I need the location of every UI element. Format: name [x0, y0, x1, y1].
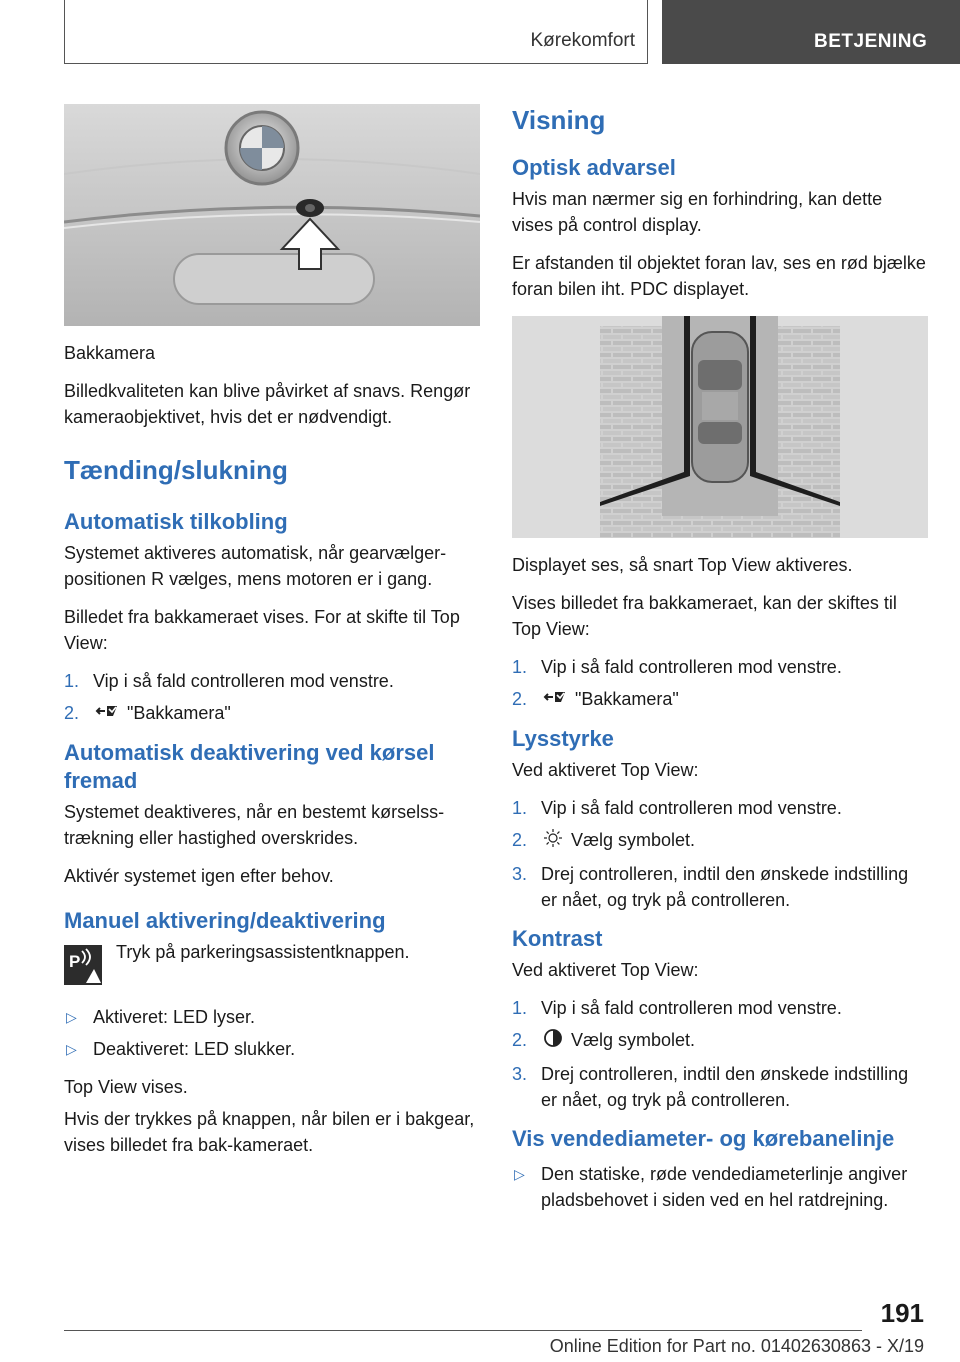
heading-visning: Visning	[512, 105, 606, 135]
step-number: 2.	[64, 703, 80, 723]
triangle-bullet-icon: ▷	[66, 1041, 77, 1058]
list-item	[64, 1036, 480, 1062]
footer-divider	[64, 1330, 862, 1331]
paragraph: Ved aktiveret Top View:	[512, 760, 699, 781]
steps-list	[64, 668, 480, 727]
park-button-row	[64, 939, 480, 990]
step-text: "Bakkamera"	[127, 703, 231, 723]
step-number: 1.	[64, 671, 80, 691]
list-item	[512, 795, 928, 821]
step-text: Vip i så fald controlleren mod venstre.	[541, 657, 842, 677]
paragraph: Vises billedet fra bakkameraet, kan der skiftes til Top View:	[512, 593, 897, 639]
list-item	[512, 861, 928, 913]
step-number: 3.	[512, 864, 528, 884]
paragraph: Billedkvaliteten kan blive påvirket af snavs. Rengør kameraobjektivet, hvis det er nødvendigt.	[64, 381, 471, 427]
step-number: 3.	[512, 1063, 528, 1084]
paragraph: Aktivér systemet igen efter behov.	[64, 866, 334, 887]
list-item	[512, 1061, 928, 1113]
paragraph: Tryk på parkeringsassistentknappen.	[116, 942, 410, 963]
step-number: 2.	[512, 830, 528, 851]
step-text: Vip i så fald controlleren mod venstre.	[93, 671, 394, 691]
bullet-list	[512, 1161, 928, 1213]
step-number: 1.	[512, 798, 528, 819]
list-item	[64, 668, 480, 694]
list-item	[64, 1004, 480, 1030]
park-assist-button-icon	[64, 945, 102, 990]
left-column	[64, 104, 480, 1170]
paragraph: Hvis man nærmer sig en forhindring, kan dette vises på control display.	[512, 189, 883, 235]
list-item	[64, 700, 480, 727]
heading-kontrast: Kontrast	[512, 926, 603, 951]
camera-icon	[543, 687, 567, 713]
contrast-icon	[543, 1028, 563, 1055]
steps-list	[512, 795, 928, 913]
step-number: 2.	[512, 1030, 528, 1050]
step-text: Vælg symbolet.	[571, 1030, 696, 1050]
paragraph: Ved aktiveret Top View:	[512, 960, 699, 980]
page-number: 191	[880, 1298, 924, 1328]
heading-manuel: Manuel aktivering/deaktivering	[64, 908, 386, 934]
bullet-text: Deaktiveret: LED slukker.	[93, 1039, 296, 1060]
svg-text:P: P	[69, 952, 81, 972]
paragraph: Er afstanden til objektet foran lav, ses en rød bjælke foran bilen iht. PDC displayet.	[512, 253, 926, 299]
step-number: 2.	[512, 689, 528, 709]
list-item	[512, 827, 928, 855]
heading-auto-tilkobling: Automatisk tilkobling	[64, 509, 288, 534]
paragraph: Displayet ses, så snart Top View aktiveres.	[512, 555, 853, 575]
step-text: Vælg symbolet.	[571, 830, 696, 851]
brightness-icon	[543, 828, 563, 855]
step-text: Vip i så fald controlleren mod venstre.	[541, 998, 842, 1018]
paragraph: Systemet deaktiveres, når en bestemt kørselsstrækning eller hastighed overskrides.	[64, 802, 445, 849]
paragraph: Systemet aktiveres automatisk, når gearvælgerpositionen R vælges, mens motoren er i gang.	[64, 543, 447, 589]
footer-edition: Online Edition for Part no. 01402630863 - X/19	[549, 1336, 924, 1356]
chapter-title: Kørekomfort	[530, 30, 635, 51]
heading-vis: Vis vendediameter- og kørebanelinje	[512, 1125, 895, 1151]
triangle-bullet-icon: ▷	[66, 1009, 77, 1026]
rear-camera-figure	[64, 104, 480, 326]
triangle-bullet-icon: ▷	[514, 1165, 525, 1182]
section-title: BETJENING	[814, 31, 928, 52]
heading-optisk: Optisk advarsel	[512, 155, 676, 180]
list-item	[512, 654, 928, 680]
header-section-box	[662, 0, 960, 64]
list-item	[512, 995, 928, 1021]
step-number: 1.	[512, 998, 528, 1018]
list-item	[512, 1161, 928, 1213]
heading-taending: Tænding/slukning	[64, 455, 288, 485]
step-text: Drej controlleren, indtil den ønskede indstilling er nået, og tryk på controlleren.	[541, 1063, 909, 1110]
step-number: 1.	[512, 657, 528, 677]
steps-list	[512, 654, 928, 713]
list-item	[512, 1027, 928, 1055]
right-column	[512, 104, 928, 1225]
header-chapter-box	[64, 0, 648, 64]
heading-lysstyrke: Lysstyrke	[512, 726, 614, 752]
camera-icon	[95, 701, 119, 727]
heading-auto-deakt: Automatisk deaktivering ved kørsel fremad	[64, 740, 435, 794]
paragraph: Hvis der trykkes på knappen, når bilen er i bakgear, vises billedet fra bak-kameraet.	[64, 1109, 475, 1156]
top-view-figure	[512, 316, 928, 538]
bullet-text: Aktiveret: LED lyser.	[93, 1007, 256, 1028]
list-item	[512, 686, 928, 713]
step-text: Vip i så fald controlleren mod venstre.	[541, 798, 842, 819]
bullet-list	[64, 1004, 480, 1062]
step-text: "Bakkamera"	[575, 689, 679, 709]
bullet-text: Den statiske, røde vendediameterlinje angiver pladsbehovet i siden ved en hel ratdrejning.	[541, 1163, 908, 1210]
step-text: Drej controlleren, indtil den ønskede indstilling er nået, og tryk på controlleren.	[541, 864, 909, 910]
paragraph: Top View vises.	[64, 1077, 188, 1098]
paragraph: Billedet fra bakkameraet vises. For at skifte til Top View:	[64, 607, 460, 653]
figure-caption: Bakkamera	[64, 343, 156, 363]
steps-list	[512, 995, 928, 1113]
